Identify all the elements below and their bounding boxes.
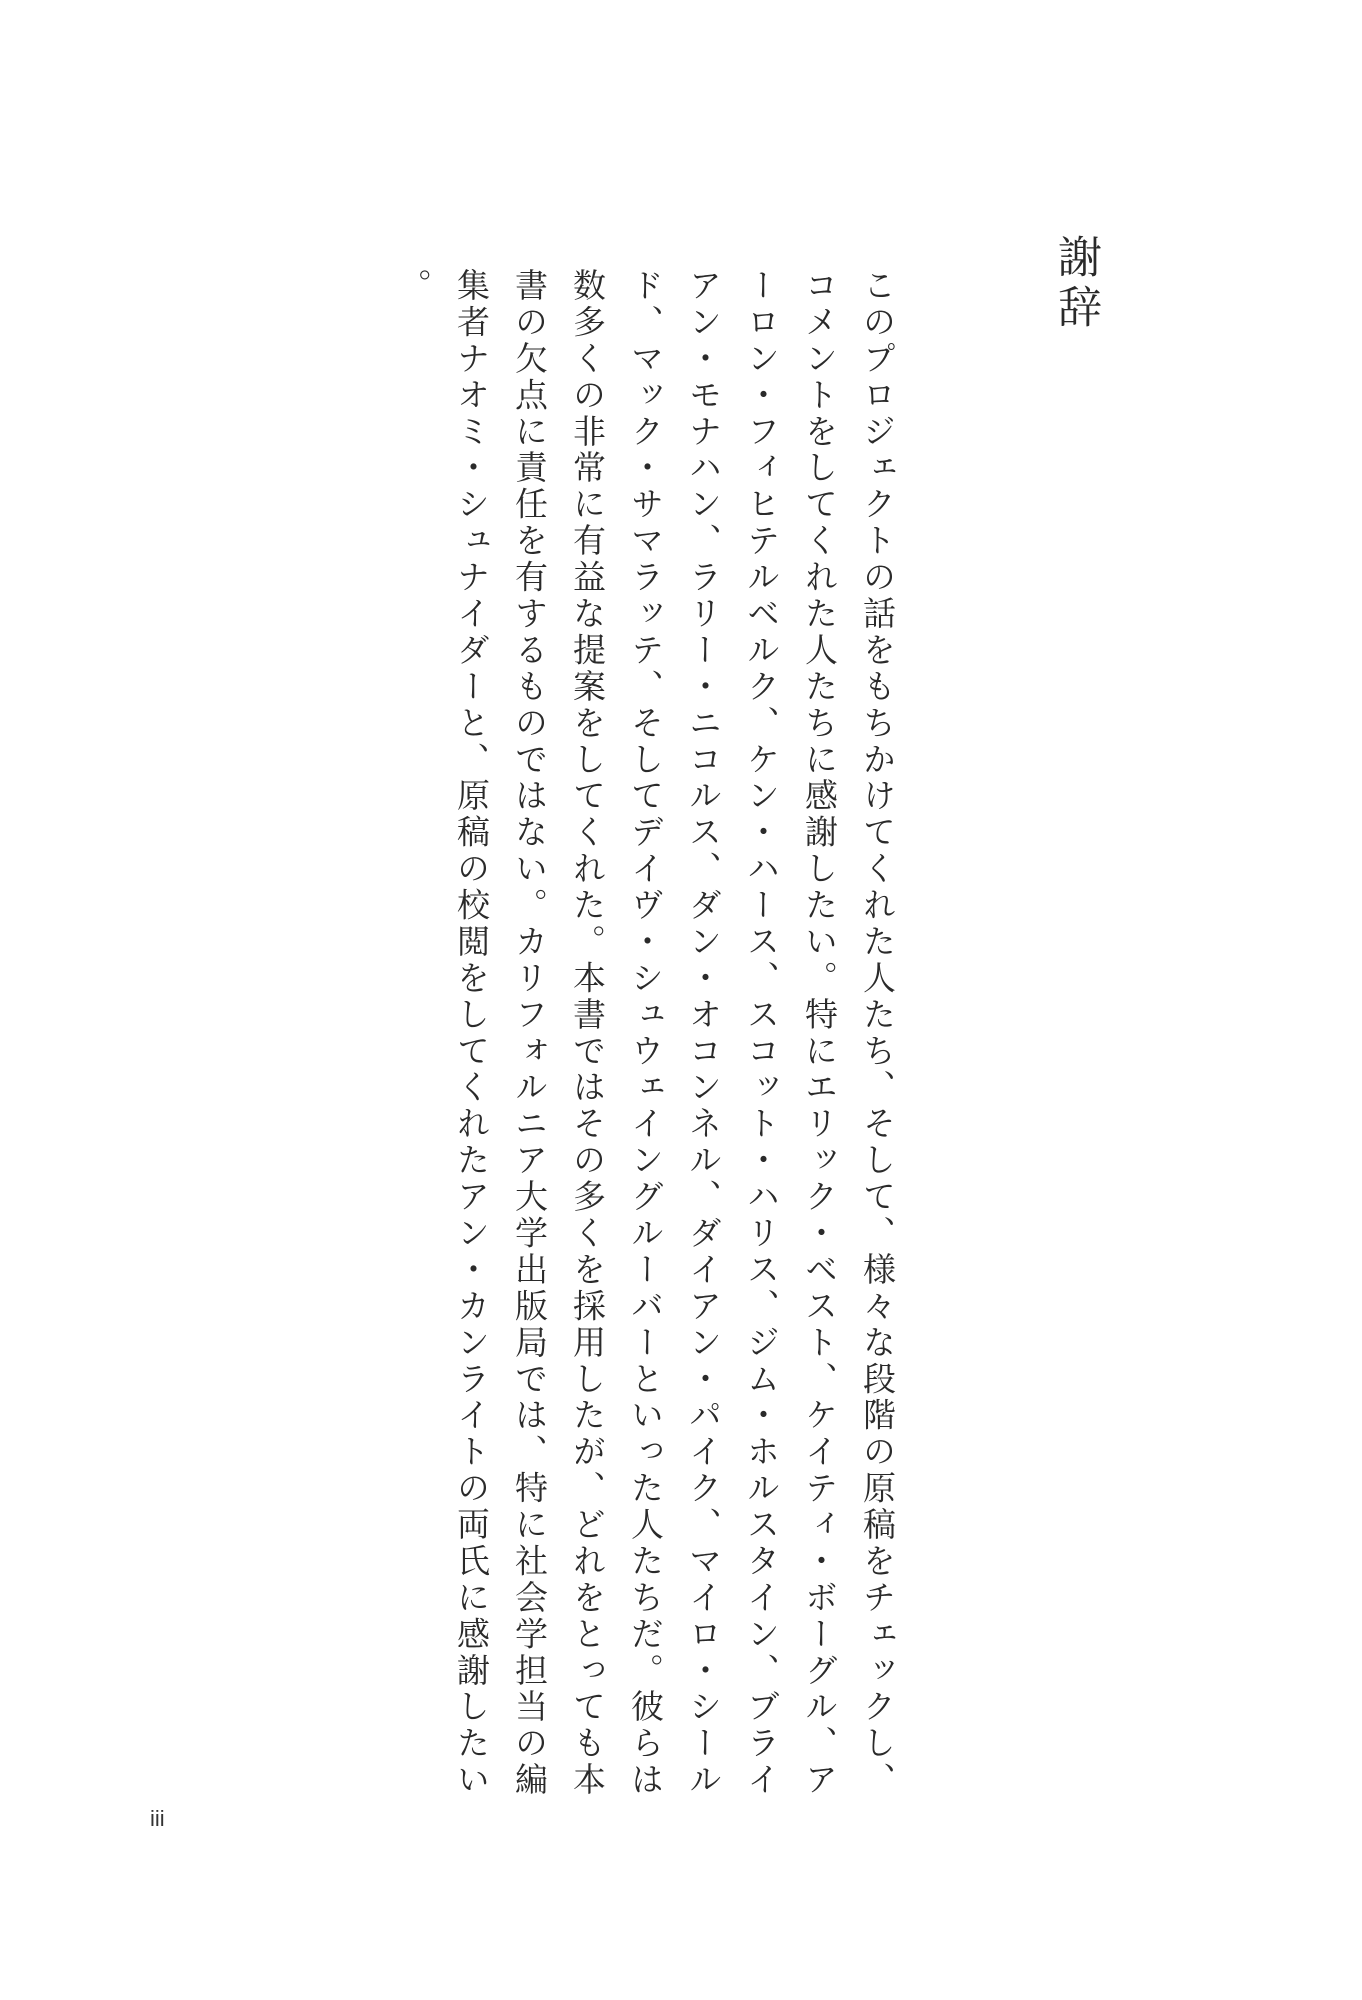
page-title: 謝辞	[1050, 234, 1101, 334]
acknowledgments-text: このプロジェクトの話をもちかけてくれた人たち、そして、様々な段階の原稿をチェックし、コメントをしてくれた人たちに感謝したい。特にエリック・ベスト、ケイティ・ボーグル、アーロン・フィヒテルベルク、ケン・ハース、スコット・ハリス、ジム・ホルスタイン、ブライアン・モナハン、ラリー・ニコルス、ダン・オコンネル、ダイアン・パイク、マイロ・シールド、マック・サマラッテ、そしてデイヴ・シュウェイングルーバーといった人たちだ。彼らは数多くの非常に有益な提案をしてくれた。本書ではその多くを採用したが、どれをとっても本書の欠点に責任を有するものではない。カリフォルニア大学出版局では、特に社会学担当の編集者ナオミ・シュナイダーと、原稿の校閲をしてくれたアン・カンライトの両氏に感謝したい。	[394, 268, 897, 1798]
page-number: iii	[150, 1806, 165, 1831]
